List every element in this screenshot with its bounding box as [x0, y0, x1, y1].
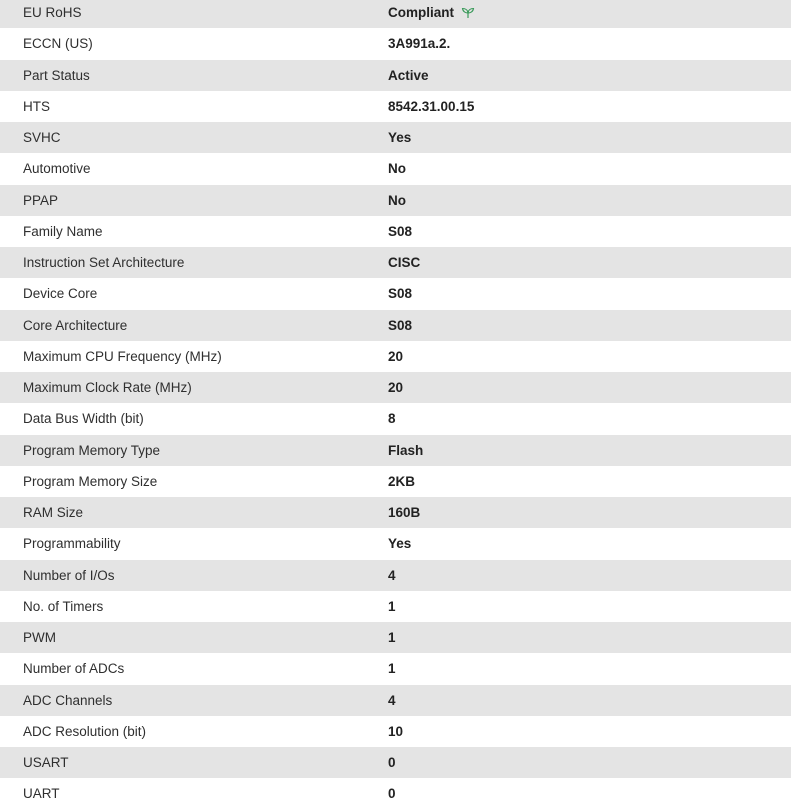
spec-label: Family Name: [23, 223, 103, 239]
spec-row-number-of-ios: [0, 560, 791, 591]
spec-value: Yes: [388, 130, 412, 146]
spec-row-svhc: [0, 122, 791, 153]
spec-value: 3A991a.2.: [388, 36, 451, 52]
spec-value: 160B: [388, 505, 421, 521]
spec-label: ECCN (US): [23, 36, 93, 52]
spec-value: 4: [388, 692, 396, 708]
spec-label: No. of Timers: [23, 598, 104, 614]
spec-row-device-core: [0, 278, 791, 309]
spec-value: 2KB: [388, 473, 416, 489]
spec-label: UART: [23, 786, 60, 802]
spec-value: 8542.31.00.15: [388, 98, 475, 114]
spec-row-instruction-set: [0, 247, 791, 278]
spec-label: ADC Channels: [23, 692, 113, 708]
spec-label: ADC Resolution (bit): [23, 723, 147, 739]
spec-value: S08: [388, 223, 413, 239]
spec-label: Core Architecture: [23, 317, 128, 333]
spec-row-eu-rohs: [0, 0, 791, 28]
spec-label: PWM: [23, 630, 56, 646]
spec-row-uart: [0, 778, 791, 809]
spec-label: Device Core: [23, 286, 98, 302]
spec-row-timers: [0, 591, 791, 622]
spec-value: 20: [388, 348, 404, 364]
spec-value: S08: [388, 286, 413, 302]
leaf-icon: [461, 7, 475, 19]
spec-value: S08: [388, 317, 413, 333]
spec-value: 0: [388, 786, 396, 802]
spec-value: 10: [388, 723, 404, 739]
spec-row-part-status: [0, 60, 791, 91]
spec-value: 1: [388, 661, 396, 677]
spec-row-ram-size: [0, 497, 791, 528]
spec-row-adc-resolution: [0, 716, 791, 747]
spec-value: Yes: [388, 536, 412, 552]
spec-row-max-clock-rate: [0, 372, 791, 403]
spec-value: No: [388, 161, 406, 177]
spec-row-programmability: [0, 528, 791, 559]
spec-value: 1: [388, 598, 396, 614]
spec-value: 8: [388, 411, 396, 427]
spec-value: No: [388, 192, 406, 208]
spec-row-ppap: [0, 185, 791, 216]
spec-value: [388, 5, 791, 20]
spec-value: 20: [388, 380, 404, 396]
spec-value-text: Compliant: [388, 5, 454, 21]
spec-value: 1: [388, 630, 396, 646]
spec-label: Maximum CPU Frequency (MHz): [23, 348, 222, 364]
spec-row-number-of-adcs: [0, 653, 791, 684]
spec-value: 0: [388, 755, 396, 771]
spec-label: Program Memory Size: [23, 473, 158, 489]
spec-label: SVHC: [23, 130, 61, 146]
spec-label: Part Status: [23, 67, 90, 83]
spec-label: EU RoHS: [23, 5, 82, 21]
spec-label: Number of ADCs: [23, 661, 125, 677]
spec-value: Active: [388, 67, 429, 83]
spec-label: HTS: [23, 98, 50, 114]
spec-value: CISC: [388, 255, 421, 271]
spec-value: 4: [388, 567, 396, 583]
spec-row-automotive: [0, 153, 791, 184]
spec-label: Program Memory Type: [23, 442, 161, 458]
spec-row-core-architecture: [0, 310, 791, 341]
spec-value: Flash: [388, 442, 424, 458]
spec-row-eccn: [0, 28, 791, 59]
spec-row-program-memory-size: [0, 466, 791, 497]
spec-row-adc-channels: [0, 685, 791, 716]
spec-row-pwm: [0, 622, 791, 653]
spec-row-max-cpu-frequency: [0, 341, 791, 372]
spec-row-data-bus-width: [0, 403, 791, 434]
spec-label: RAM Size: [23, 505, 84, 521]
spec-row-hts: [0, 91, 791, 122]
spec-label: Programmability: [23, 536, 121, 552]
spec-label: Number of I/Os: [23, 567, 115, 583]
spec-row-usart: [0, 747, 791, 778]
spec-label: Automotive: [23, 161, 91, 177]
spec-label: Instruction Set Architecture: [23, 255, 185, 271]
spec-label: Data Bus Width (bit): [23, 411, 144, 427]
spec-label: Maximum Clock Rate (MHz): [23, 380, 192, 396]
spec-row-program-memory-type: [0, 435, 791, 466]
spec-row-family-name: [0, 216, 791, 247]
spec-label: PPAP: [23, 192, 59, 208]
spec-label: USART: [23, 755, 69, 771]
